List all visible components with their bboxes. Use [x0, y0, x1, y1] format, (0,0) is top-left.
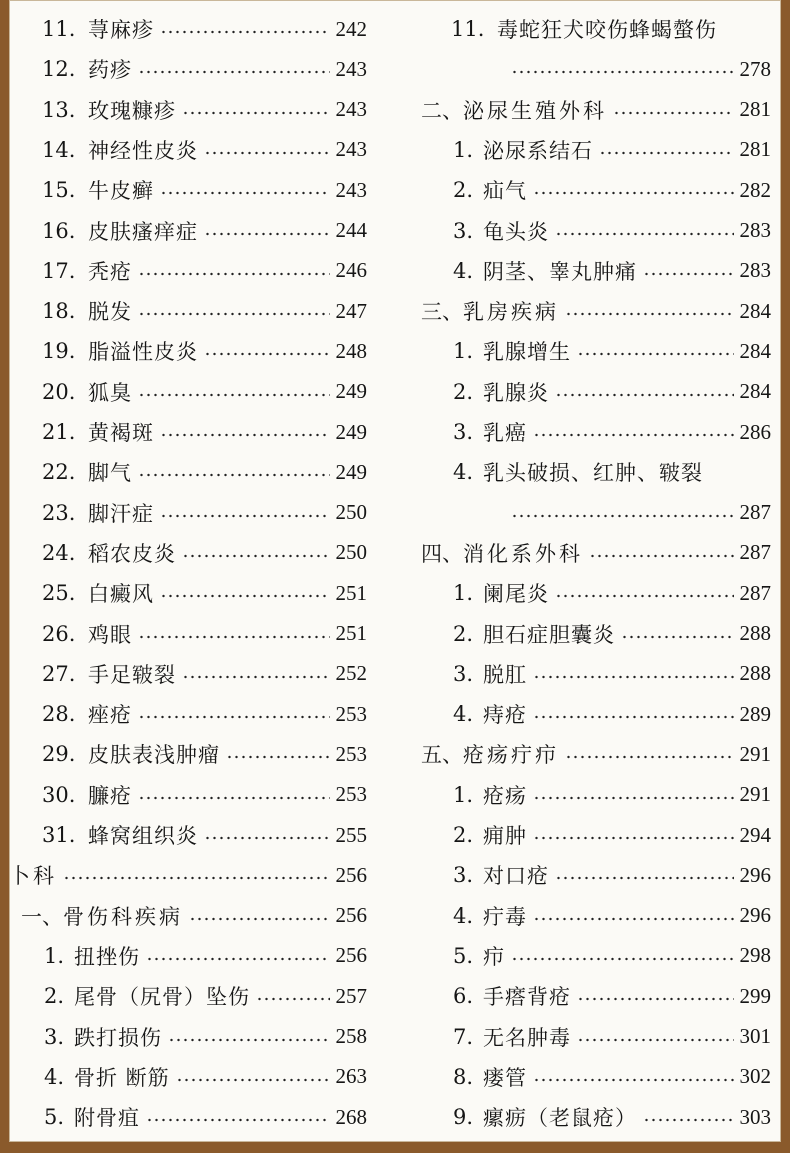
entry-page-number: 283: [739, 218, 771, 242]
entry-title: 疮疡: [483, 783, 527, 808]
toc-entry: [9, 254, 381, 288]
toc-entry: [407, 496, 777, 530]
entry-number: 21.: [42, 420, 76, 444]
entry-number: 2.: [453, 178, 474, 203]
entry-number: 2.: [44, 984, 65, 1009]
entry-page-number: 291: [739, 782, 771, 807]
entry-page-number: 249: [335, 459, 367, 484]
entry-number: 4.: [453, 258, 474, 283]
entry-title: 疮疡疔疖: [463, 743, 559, 768]
entry-title: 臁疮: [88, 783, 132, 808]
entry-title: 阑尾炎: [483, 582, 549, 607]
entry-title: 泌尿生殖外科: [463, 98, 607, 123]
toc-entry: [9, 1020, 381, 1054]
toc-entry: [407, 1100, 777, 1134]
leader-dots: [613, 111, 734, 115]
entry-page-number: 301: [739, 1024, 771, 1048]
entry-page-number: 289: [739, 701, 771, 726]
toc-entry: [9, 979, 381, 1013]
toc-entry: [9, 415, 381, 449]
entry-number: 2.: [453, 379, 474, 404]
entry-page-number: 278: [739, 56, 771, 81]
entry-title: 扭挫伤: [74, 944, 140, 969]
entry-number: 1.: [44, 943, 65, 968]
leader-dots: [589, 554, 734, 558]
entry-title: 乳腺增生: [483, 340, 571, 365]
entry-page-number: 250: [335, 540, 367, 565]
toc-entry: [407, 899, 777, 933]
entry-title: 痈肿: [483, 824, 527, 848]
entry-number: 26.: [42, 621, 76, 646]
entry-page-number: 256: [335, 862, 367, 887]
entry-page-number: 249: [335, 419, 367, 444]
leader-dots: [138, 473, 330, 477]
entry-title: 鸡眼: [88, 622, 132, 647]
toc-entry: [407, 375, 777, 409]
leader-dots: [533, 796, 734, 800]
entry-page-number: 244: [335, 218, 367, 242]
entry-page-number: 257: [335, 983, 367, 1008]
leader-dots: [533, 917, 734, 921]
entry-title: 痤疮: [88, 703, 132, 728]
entry-page-number: 251: [335, 580, 367, 605]
entry-number: 4.: [44, 1064, 65, 1089]
entry-title: 脚气: [88, 461, 132, 486]
leader-dots: [643, 1118, 734, 1122]
entry-page-number: 253: [335, 701, 367, 726]
entry-page-number: 284: [739, 298, 771, 323]
toc-entry: [407, 294, 777, 328]
entry-number: 11.: [42, 17, 76, 41]
entry-number: 27.: [42, 661, 76, 686]
entry-number: 5.: [453, 943, 474, 968]
entry-title: 手瘩背疮: [483, 985, 571, 1010]
leader-dots: [182, 554, 330, 558]
entry-title: 卜科: [9, 864, 57, 889]
entry-title: 乳房疾病: [463, 300, 559, 325]
toc-entry: [407, 173, 777, 207]
entry-title: 脂溢性皮炎: [88, 340, 198, 365]
entry-title: 疖: [483, 944, 505, 969]
entry-page-number: 243: [335, 137, 367, 162]
entry-page-number: 268: [335, 1104, 367, 1129]
entry-page-number: 287: [739, 580, 771, 605]
entry-number: 12.: [42, 57, 76, 82]
entry-title: 玫瑰糠疹: [88, 98, 176, 123]
leader-dots: [63, 876, 330, 880]
toc-entry: [407, 818, 777, 852]
entry-number: 四、: [421, 541, 463, 566]
entry-title: 阴茎、睾丸肿痛: [483, 259, 637, 284]
entry-number: 18.: [42, 299, 76, 324]
leader-dots: [555, 594, 734, 598]
toc-entry: [9, 12, 381, 46]
entry-number: 3.: [453, 661, 474, 686]
leader-dots: [182, 111, 330, 115]
entry-page-number: 247: [335, 298, 367, 323]
entry-title: 脱发: [88, 300, 132, 325]
toc-entry: [407, 12, 777, 46]
entry-title: 瘘管: [483, 1065, 527, 1090]
entry-number: 8.: [453, 1064, 474, 1089]
leader-dots: [160, 594, 330, 598]
toc-entry: [407, 979, 777, 1013]
leader-dots: [599, 151, 734, 155]
entry-title: 跌打损伤: [74, 1025, 162, 1050]
entry-number: 31.: [42, 823, 76, 847]
toc-entry: [407, 455, 777, 489]
leader-dots: [555, 876, 734, 880]
toc-entry: [407, 858, 777, 892]
leader-dots: [565, 755, 734, 759]
leader-dots: [168, 1038, 330, 1042]
leader-dots: [138, 796, 330, 800]
entry-number: 3.: [44, 1024, 65, 1049]
entry-number: 4.: [453, 903, 474, 928]
entry-number: 15.: [42, 178, 76, 203]
leader-dots: [577, 1038, 734, 1042]
entry-title: 疝气: [483, 179, 527, 204]
entry-page-number: 291: [739, 741, 771, 766]
entry-title: 对口疮: [483, 864, 549, 889]
leader-dots: [176, 1078, 330, 1082]
toc-entry: [407, 697, 777, 731]
toc-entry: [407, 52, 777, 86]
entry-title: 瘰疬（老鼠疮）: [483, 1106, 637, 1131]
entry-page-number: 296: [739, 903, 771, 928]
leader-dots: [146, 1118, 330, 1122]
entry-title: 无名肿毒: [483, 1025, 571, 1050]
leader-dots: [160, 514, 330, 518]
entry-number: 5.: [44, 1105, 65, 1130]
entry-title: 毒蛇狂犬咬伤蜂蝎螫伤: [497, 18, 717, 42]
entry-number: 3.: [453, 863, 474, 888]
leader-dots: [138, 70, 330, 74]
leader-dots: [533, 675, 734, 679]
entry-title: 脱肛: [483, 662, 527, 687]
entry-page-number: 242: [335, 16, 367, 41]
toc-entry: [9, 1100, 381, 1134]
toc-entry: [9, 455, 381, 489]
entry-number: 一、: [21, 904, 63, 929]
entry-title: 荨麻疹: [88, 18, 154, 42]
entry-title: 皮肤瘙痒症: [88, 219, 198, 244]
toc-entry: [407, 576, 777, 610]
entry-number: 24.: [42, 540, 76, 565]
entry-title: 尾骨（尻骨）坠伤: [74, 985, 250, 1010]
leader-dots: [643, 272, 734, 276]
entry-title: 胆石症胆囊炎: [483, 622, 615, 647]
entry-page-number: 258: [335, 1024, 367, 1048]
entry-number: 28.: [42, 702, 76, 727]
entry-page-number: 288: [739, 661, 771, 686]
toc-entry: [9, 52, 381, 86]
entry-page-number: 243: [335, 177, 367, 202]
entry-page-number: 288: [739, 621, 771, 645]
leader-dots: [204, 352, 330, 356]
toc-entry: [407, 133, 777, 167]
entry-number: 7.: [453, 1024, 474, 1049]
entry-title: 手足皲裂: [88, 662, 176, 687]
entry-page-number: 250: [335, 500, 367, 525]
leader-dots: [138, 393, 330, 397]
entry-page-number: 286: [739, 419, 771, 444]
entry-page-number: 302: [739, 1064, 771, 1089]
entry-number: 19.: [42, 339, 76, 364]
toc-entry: [9, 939, 381, 973]
entry-title: 乳腺炎: [483, 380, 549, 405]
leader-dots: [138, 272, 330, 276]
entry-title: 秃疮: [88, 259, 132, 284]
entry-number: 3.: [453, 420, 474, 444]
entry-page-number: 303: [739, 1104, 771, 1129]
leader-dots: [511, 957, 734, 961]
leader-dots: [160, 191, 330, 195]
entry-page-number: 248: [335, 338, 367, 363]
toc-entry: [9, 173, 381, 207]
toc-entry: [9, 375, 381, 409]
entry-title: 龟头炎: [483, 219, 549, 244]
entry-page-number: 243: [335, 97, 367, 122]
entry-page-number: 287: [739, 500, 771, 525]
entry-title: 神经性皮炎: [88, 138, 198, 163]
leader-dots: [204, 232, 330, 236]
entry-number: 30.: [42, 782, 76, 807]
toc-entry: [407, 737, 777, 771]
leader-dots: [204, 836, 330, 840]
leader-dots: [577, 352, 734, 356]
entry-number: 1.: [453, 137, 474, 162]
leader-dots: [182, 675, 330, 679]
leader-dots: [204, 151, 330, 155]
leader-dots: [533, 1078, 734, 1082]
entry-page-number: 287: [739, 540, 771, 565]
toc-entry: [407, 415, 777, 449]
entry-page-number: 298: [739, 943, 771, 968]
entry-page-number: 294: [739, 822, 771, 847]
entry-number: 4.: [453, 702, 474, 727]
entry-number: 6.: [453, 984, 474, 1009]
entry-number: 9.: [453, 1105, 474, 1130]
entry-title: 皮肤表浅肿瘤: [88, 743, 220, 768]
toc-entry: [9, 737, 381, 771]
leader-dots: [555, 232, 734, 236]
leader-dots: [189, 917, 330, 921]
entry-title: 稻农皮炎: [88, 541, 176, 566]
entry-page-number: 253: [335, 741, 367, 766]
entry-title: 药疹: [88, 58, 132, 83]
toc-entry: [407, 1060, 777, 1094]
toc-entry: [9, 899, 381, 933]
entry-number: 20.: [42, 379, 76, 404]
toc-entry: [9, 858, 381, 892]
toc-entry: [9, 133, 381, 167]
toc-entry: [9, 778, 381, 812]
leader-dots: [138, 635, 330, 639]
entry-number: 1.: [453, 581, 474, 606]
entry-page-number: 263: [335, 1064, 367, 1089]
entry-title: 痔疮: [483, 703, 527, 728]
entry-page-number: 243: [335, 56, 367, 81]
entry-number: 17.: [42, 258, 76, 283]
toc-entry: [9, 496, 381, 530]
entry-number: 25.: [42, 581, 76, 606]
entry-title: 骨折 断筋: [74, 1065, 170, 1090]
entry-number: 23.: [42, 500, 76, 525]
entry-page-number: 283: [739, 258, 771, 283]
toc-entry: [407, 254, 777, 288]
toc-entry: [9, 294, 381, 328]
leader-dots: [533, 715, 734, 719]
toc-entry: [407, 1020, 777, 1054]
entry-title: 乳头破损、红肿、皲裂: [483, 461, 703, 486]
toc-entry: [9, 576, 381, 610]
toc-entry: [407, 334, 777, 368]
leader-dots: [565, 312, 734, 316]
entry-page-number: 296: [739, 862, 771, 887]
leader-dots: [138, 312, 330, 316]
entry-title: 白癜风: [88, 582, 154, 607]
leader-dots: [511, 514, 734, 518]
entry-title: 附骨疽: [74, 1106, 140, 1131]
leader-dots: [511, 70, 734, 74]
entry-page-number: 284: [739, 379, 771, 404]
toc-entry: [407, 617, 777, 651]
entry-title: 狐臭: [88, 380, 132, 405]
entry-title: 黄褐斑: [88, 421, 154, 445]
entry-number: 14.: [42, 137, 76, 162]
leader-dots: [256, 997, 330, 1001]
entry-number: 三、: [421, 300, 463, 325]
leader-dots: [226, 755, 330, 759]
entry-page-number: 249: [335, 379, 367, 404]
entry-number: 22.: [42, 460, 76, 485]
entry-page-number: 282: [739, 177, 771, 202]
entry-page-number: 256: [335, 903, 367, 928]
entry-page-number: 253: [335, 782, 367, 807]
toc-entry: [9, 818, 381, 852]
toc-entry: [407, 657, 777, 691]
toc-entry: [407, 939, 777, 973]
entry-page-number: 281: [739, 137, 771, 162]
entry-page-number: 255: [335, 822, 367, 847]
toc-entry: [9, 657, 381, 691]
toc-entry: [9, 536, 381, 570]
leader-dots: [160, 433, 330, 437]
leader-dots: [146, 957, 330, 961]
entry-number: 13.: [42, 97, 76, 122]
entry-page-number: 251: [335, 621, 367, 645]
entry-title: 泌尿系结石: [483, 138, 593, 163]
entry-title: 蜂窝组织炎: [88, 824, 198, 848]
toc-entry: [9, 214, 381, 248]
entry-title: 脚汗症: [88, 501, 154, 526]
leader-dots: [533, 836, 734, 840]
entry-page-number: 284: [739, 338, 771, 363]
entry-number: 五、: [421, 743, 463, 768]
entry-title: 牛皮癣: [88, 179, 154, 204]
leader-dots: [138, 715, 330, 719]
toc-entry: [9, 617, 381, 651]
entry-title: 骨伤科疾病: [63, 904, 183, 929]
toc-entry: [407, 536, 777, 570]
toc-entry: [9, 697, 381, 731]
entry-page-number: 246: [335, 258, 367, 283]
toc-page: [9, 0, 781, 1142]
entry-page-number: 299: [739, 983, 771, 1008]
entry-number: 二、: [421, 98, 463, 123]
toc-entry: [9, 93, 381, 127]
toc-entry: [407, 93, 777, 127]
entry-page-number: 256: [335, 943, 367, 968]
leader-dots: [533, 191, 734, 195]
toc-entry: [407, 778, 777, 812]
entry-title: 乳癌: [483, 421, 527, 445]
leader-dots: [555, 393, 734, 397]
entry-number: 3.: [453, 218, 474, 243]
entry-page-number: 281: [739, 97, 771, 122]
toc-entry: [9, 334, 381, 368]
leader-dots: [160, 30, 330, 34]
entry-number: 1.: [453, 339, 474, 364]
entry-number: 4.: [453, 460, 474, 485]
entry-number: 11.: [451, 17, 485, 41]
entry-number: 2.: [453, 621, 474, 646]
leader-dots: [621, 635, 734, 639]
entry-title: 疔毒: [483, 904, 527, 929]
leader-dots: [577, 997, 734, 1001]
entry-number: 2.: [453, 823, 474, 847]
entry-number: 16.: [42, 218, 76, 243]
entry-number: 1.: [453, 782, 474, 807]
entry-page-number: 252: [335, 661, 367, 686]
entry-title: 消化系外科: [463, 541, 583, 566]
toc-entry: [9, 1060, 381, 1094]
toc-entry: [407, 214, 777, 248]
leader-dots: [533, 433, 734, 437]
entry-number: 29.: [42, 742, 76, 767]
